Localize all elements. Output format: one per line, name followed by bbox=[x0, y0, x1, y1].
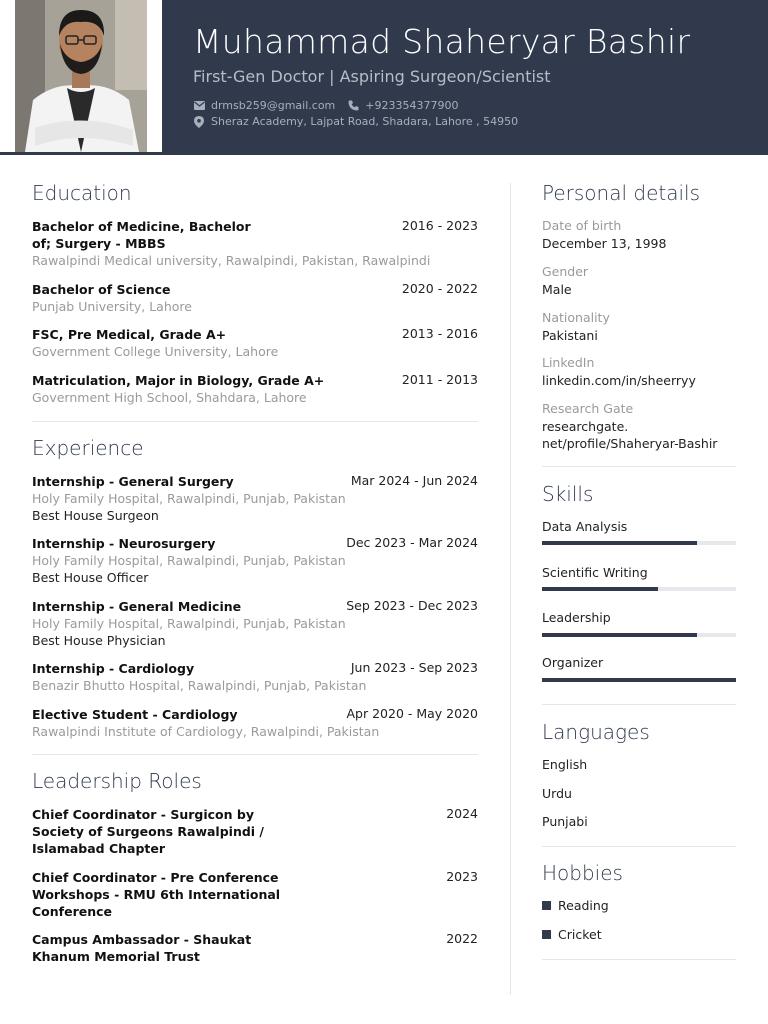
education-degree: Bachelor of Science bbox=[32, 282, 171, 297]
skill-bar-fill bbox=[542, 541, 697, 545]
education-degree: Bachelor of Medicine, Bachelor of; Surgery - MBBS bbox=[32, 219, 251, 251]
education-dates: 2020 - 2022 bbox=[401, 281, 478, 296]
bullet-square-icon bbox=[542, 930, 551, 939]
experience-role: Best House Physician bbox=[32, 633, 166, 648]
leadership-item bbox=[32, 869, 478, 920]
language-item: English bbox=[542, 757, 588, 772]
education-degree: Matriculation, Major in Biology, Grade A+ bbox=[32, 373, 325, 388]
dob-label: Date of birth bbox=[542, 218, 622, 233]
experience-role: Best House Surgeon bbox=[32, 508, 159, 523]
skill-name: Leadership bbox=[542, 610, 611, 625]
hobby-label: Cricket bbox=[558, 927, 602, 942]
skill-name: Scientific Writing bbox=[542, 565, 648, 580]
address-text: Sheraz Academy, Lajpat Road, Shadara, Lahore , 54950 bbox=[211, 115, 519, 128]
education-dates: 2013 - 2016 bbox=[401, 326, 478, 341]
experience-item bbox=[32, 535, 478, 586]
experience-item bbox=[32, 660, 478, 694]
section-divider bbox=[32, 754, 478, 755]
experience-title: Internship - Cardiology bbox=[32, 661, 195, 676]
experience-dates: Sep 2023 - Dec 2023 bbox=[346, 598, 478, 613]
section-divider bbox=[32, 421, 478, 422]
column-divider bbox=[510, 183, 511, 995]
skills-heading: Skills bbox=[542, 482, 594, 506]
contact-row-2 bbox=[193, 115, 518, 128]
gender-value: Male bbox=[542, 282, 572, 297]
researchgate-label: Research Gate bbox=[542, 401, 634, 416]
education-item bbox=[32, 326, 478, 360]
language-item: Urdu bbox=[542, 786, 572, 801]
photo-underline bbox=[0, 152, 162, 155]
profile-photo bbox=[15, 0, 147, 152]
leadership-item bbox=[32, 806, 478, 857]
linkedin-label: LinkedIn bbox=[542, 355, 595, 370]
education-item bbox=[32, 218, 478, 269]
email-icon bbox=[193, 100, 205, 112]
profile-photo-frame bbox=[0, 0, 162, 155]
phone-text[interactable]: +923354377900 bbox=[365, 99, 459, 112]
experience-dates: Dec 2023 - Mar 2024 bbox=[346, 535, 478, 550]
location-pin-icon bbox=[193, 116, 205, 128]
skill-name: Organizer bbox=[542, 655, 604, 670]
leadership-title: Chief Coordinator - Pre Conference Workshops - RMU 6th International Conference bbox=[32, 870, 281, 919]
leadership-year: 2024 bbox=[446, 806, 478, 821]
section-divider bbox=[542, 466, 736, 467]
experience-title: Internship - General Medicine bbox=[32, 599, 242, 614]
experience-place: Benazir Bhutto Hospital, Rawalpindi, Punjab, Pakistan bbox=[32, 678, 367, 693]
skill-bar bbox=[542, 587, 736, 591]
experience-place: Holy Family Hospital, Rawalpindi, Punjab, Pakistan bbox=[32, 553, 346, 568]
education-dates: 2011 - 2013 bbox=[401, 372, 478, 387]
nationality-value: Pakistani bbox=[542, 328, 598, 343]
education-school: Punjab University, Lahore bbox=[32, 299, 192, 314]
experience-dates: Apr 2020 - May 2020 bbox=[346, 706, 478, 721]
candidate-headline: First-Gen Doctor | Aspiring Surgeon/Scientist bbox=[193, 67, 551, 86]
education-school: Rawalpindi Medical university, Rawalpindi, Pakistan, Rawalpindi bbox=[32, 253, 431, 268]
contact-row-1 bbox=[193, 99, 458, 112]
education-degree: FSC, Pre Medical, Grade A+ bbox=[32, 327, 227, 342]
email-text[interactable]: drmsb259@gmail.com bbox=[211, 99, 336, 112]
hobby-item bbox=[542, 927, 602, 942]
experience-dates: Mar 2024 - Jun 2024 bbox=[350, 473, 478, 488]
section-divider bbox=[542, 846, 736, 847]
gender-label: Gender bbox=[542, 264, 589, 279]
skill-bar bbox=[542, 633, 736, 637]
language-item: Punjabi bbox=[542, 814, 588, 829]
education-item bbox=[32, 372, 478, 406]
education-heading: Education bbox=[32, 181, 132, 205]
section-divider bbox=[542, 704, 736, 705]
experience-item bbox=[32, 473, 478, 524]
bullet-square-icon bbox=[542, 901, 551, 910]
leadership-year: 2022 bbox=[446, 931, 478, 946]
experience-role: Best House Officer bbox=[32, 570, 149, 585]
leadership-title: Chief Coordinator - Surgicon by Society of Surgeons Rawalpindi / Islamabad Chapter bbox=[32, 807, 264, 856]
experience-item bbox=[32, 706, 478, 740]
experience-title: Internship - General Surgery bbox=[32, 474, 234, 489]
experience-heading: Experience bbox=[32, 436, 144, 460]
skill-bar-fill bbox=[542, 587, 658, 591]
experience-title: Elective Student - Cardiology bbox=[32, 707, 238, 722]
phone-icon bbox=[347, 100, 359, 112]
skill-name: Data Analysis bbox=[542, 519, 628, 534]
personal-details-heading: Personal details bbox=[542, 181, 701, 205]
experience-title: Internship - Neurosurgery bbox=[32, 536, 216, 551]
leadership-heading: Leadership Roles bbox=[32, 769, 202, 793]
hobby-label: Reading bbox=[558, 898, 609, 913]
education-dates: 2016 - 2023 bbox=[401, 218, 478, 233]
experience-place: Holy Family Hospital, Rawalpindi, Punjab, Pakistan bbox=[32, 616, 346, 631]
experience-dates: Jun 2023 - Sep 2023 bbox=[350, 660, 478, 675]
skill-bar bbox=[542, 541, 736, 545]
education-school: Government College University, Lahore bbox=[32, 344, 279, 359]
section-divider bbox=[542, 959, 736, 960]
experience-place: Holy Family Hospital, Rawalpindi, Punjab, Pakistan bbox=[32, 491, 346, 506]
candidate-name: Muhammad Shaheryar Bashir bbox=[193, 22, 691, 61]
skill-bar bbox=[542, 678, 736, 682]
experience-item bbox=[32, 598, 478, 649]
skill-bar-fill bbox=[542, 633, 697, 637]
linkedin-link[interactable]: linkedin.com/in/sheerryy bbox=[542, 373, 696, 388]
hobby-item bbox=[542, 898, 609, 913]
researchgate-link[interactable]: researchgate. net/profile/Shaheryar-Bashir bbox=[542, 419, 718, 451]
leadership-title: Campus Ambassador - Shaukat Khanum Memorial Trust bbox=[32, 932, 252, 964]
dob-value: December 13, 1998 bbox=[542, 236, 667, 251]
education-item bbox=[32, 281, 478, 315]
hobbies-heading: Hobbies bbox=[542, 861, 623, 885]
languages-heading: Languages bbox=[542, 720, 650, 744]
nationality-label: Nationality bbox=[542, 310, 610, 325]
leadership-year: 2023 bbox=[446, 869, 478, 884]
experience-place: Rawalpindi Institute of Cardiology, Rawalpindi, Pakistan bbox=[32, 724, 380, 739]
skill-bar-fill bbox=[542, 678, 736, 682]
education-school: Government High School, Shahdara, Lahore bbox=[32, 390, 307, 405]
leadership-item bbox=[32, 931, 478, 965]
